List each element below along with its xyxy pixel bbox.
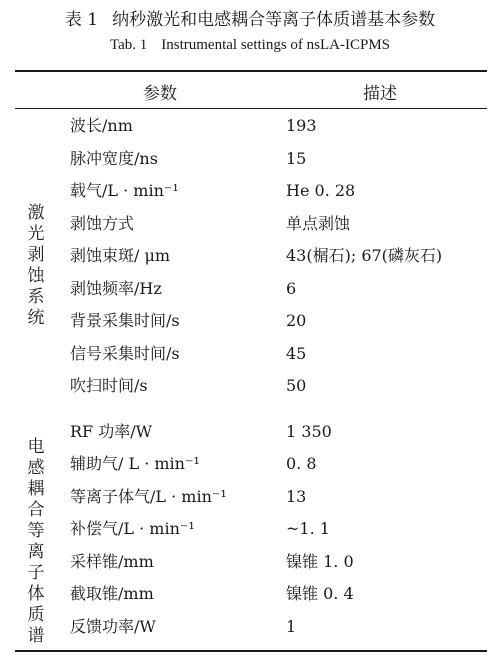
- desc-cell: 20: [286, 311, 307, 330]
- param-cell: 脉冲宽度/ns: [70, 149, 158, 168]
- param-cell: 剥蚀方式: [70, 214, 135, 233]
- desc-cell: 43(榍石); 67(磷灰石): [286, 246, 443, 265]
- param-cell: 信号采集时间/s: [70, 344, 180, 363]
- param-cell: 反馈功率/W: [70, 617, 156, 636]
- param-cell: 载气/L · min⁻¹: [70, 181, 179, 200]
- param-cell: 采样锥/mm: [70, 552, 154, 571]
- desc-cell: 193: [286, 116, 317, 135]
- desc-cell: 6: [286, 279, 297, 298]
- desc-cell: 镍锥 0. 4: [286, 584, 354, 603]
- desc-cell: 1: [286, 617, 297, 636]
- table-caption-zh: [0, 5, 500, 30]
- table-header-rule: [15, 108, 487, 109]
- param-cell: 等离子体气/L · min⁻¹: [70, 487, 227, 506]
- desc-cell: 镍锥 1. 0: [286, 552, 354, 571]
- desc-cell: 50: [286, 376, 307, 395]
- param-cell: 波长/nm: [70, 116, 133, 135]
- table-caption-en: [0, 37, 500, 54]
- table-title-zh: 纳秒激光和电感耦合等离子体质谱基本参数: [112, 10, 436, 30]
- param-cell: 剥蚀频率/Hz: [70, 279, 162, 298]
- desc-cell: 15: [286, 149, 307, 168]
- group-label-2: 电 感 耦 合 等 离 子 体 质 谱: [27, 437, 45, 646]
- table-number-zh: 表 1: [64, 10, 99, 30]
- param-cell: 辅助气/ L · min⁻¹: [70, 454, 200, 473]
- desc-cell: ~1. 1: [286, 519, 330, 538]
- param-cell: RF 功率/W: [70, 422, 153, 441]
- desc-cell: He 0. 28: [286, 181, 356, 200]
- desc-cell: 13: [286, 487, 307, 506]
- table-number-en: Tab. 1: [109, 37, 148, 53]
- column-header-desc: 描述: [363, 84, 397, 104]
- group-label-1: 激 光 剥 蚀 系 统: [27, 203, 45, 328]
- param-cell: 截取锥/mm: [70, 584, 154, 603]
- param-cell: 剥蚀束斑/ μm: [70, 246, 171, 265]
- desc-cell: 45: [286, 344, 307, 363]
- param-cell: 吹扫时间/s: [70, 376, 148, 395]
- desc-cell: 1 350: [286, 422, 332, 441]
- column-header-param: 参数: [143, 84, 177, 104]
- table-bottom-rule: [15, 650, 487, 652]
- desc-cell: 单点剥蚀: [286, 214, 351, 233]
- param-cell: 背景采集时间/s: [70, 311, 180, 330]
- table-top-rule: [15, 70, 487, 72]
- desc-cell: 0. 8: [286, 454, 317, 473]
- param-cell: 补偿气/L · min⁻¹: [70, 519, 195, 538]
- table-title-en: Instrumental settings of nsLA-ICPMS: [161, 37, 391, 53]
